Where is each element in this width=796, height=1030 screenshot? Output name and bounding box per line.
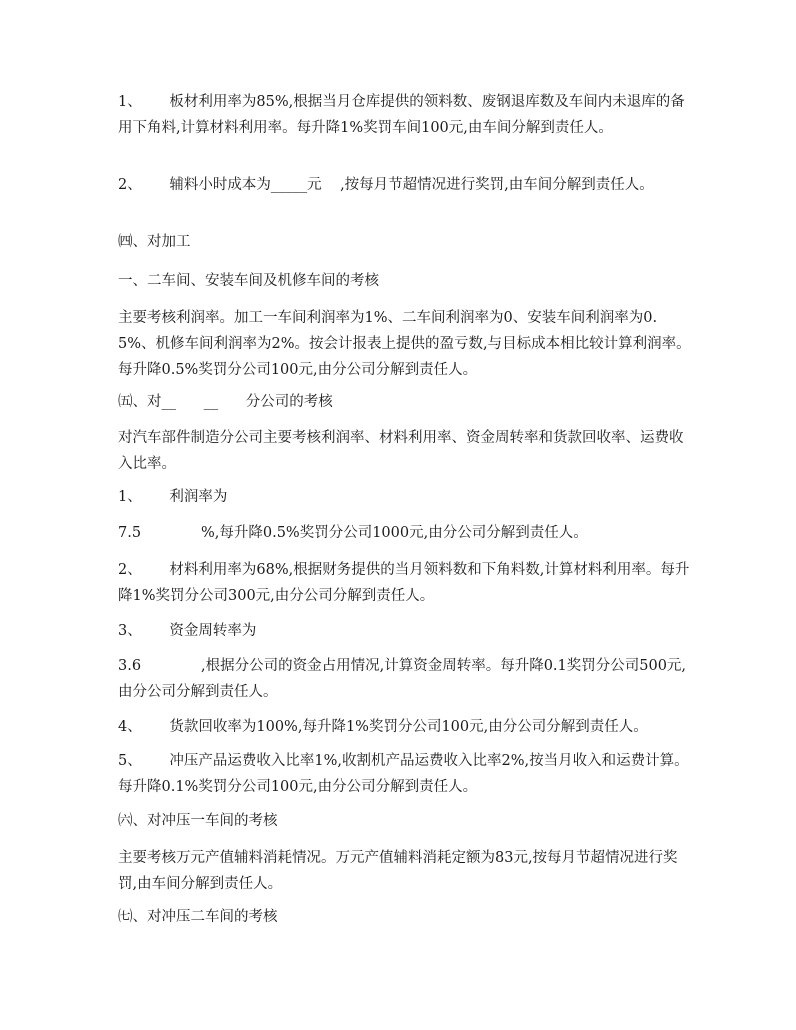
paragraph-1: 1、 板材利用率为85%,根据当月仓库提供的领料数、废钢退库数及车间内未退库的备用下角料,计算材料利用率。每升降1%奖罚车间100元,由车间分解到责任人。 bbox=[118, 94, 685, 136]
section-heading-6: ㈥、对冲压一车间的考核 bbox=[118, 813, 278, 829]
paragraph-9: 3、 资金周转率为 bbox=[118, 623, 257, 639]
section-heading-5: ㈤、对__ __ 分公司的考核 bbox=[118, 394, 333, 410]
paragraph-2: 2、 辅料小时成本为_____元 ,按每月节超情况进行奖罚,由车间分解到责任人。 bbox=[118, 177, 654, 193]
paragraph-7: 7.5 %,每升降0.5%奖罚分公司1000元,由分公司分解到责任人。 bbox=[118, 525, 588, 541]
paragraph-13: 主要考核万元产值辅料消耗情况。万元产值辅料消耗定额为83元,按每月节超情况进行奖罚,由车间分解到责任人。 bbox=[118, 850, 678, 892]
paragraph-6: 1、 利润率为 bbox=[118, 489, 228, 505]
paragraph-3: 一、二车间、安装车间及机修车间的考核 bbox=[118, 273, 379, 289]
paragraph-11: 4、 货款回收率为100%,每升降1%奖罚分公司100元,由分公司分解到责任人。 bbox=[118, 719, 648, 735]
paragraph-8: 2、 材料利用率为68%,根据财务提供的当月领料数和下角料数,计算材料利用率。每升降1%奖罚分公司300元,由分公司分解到责任人。 bbox=[118, 562, 690, 604]
paragraph-4: 主要考核利润率。加工一车间利润率为1%、二车间利润率为0、安装车间利润率为0.5%、机修车间利润率为2%。按会计报表上提供的盈亏数,与目标成本相比较计算利润率。每升降0.5%奖罚分公司100元,由分公司分解到责任人。 bbox=[118, 310, 691, 378]
paragraph-12: 5、 冲压产品运费收入比率1%,收割机产品运费收入比率2%,按当月收入和运费计算。每升降0.1%奖罚分公司100元,由分公司分解到责任人。 bbox=[118, 753, 689, 795]
section-heading-4: ㈣、对加工 bbox=[118, 234, 191, 250]
paragraph-5: 对汽车部件制造分公司主要考核利润率、材料利用率、资金周转率和货款回收率、运费收入比率。 bbox=[118, 430, 684, 472]
paragraph-10: 3.6 ,根据分公司的资金占用情况,计算资金周转率。每升降0.1奖罚分公司500元,由分公司分解到责任人。 bbox=[118, 658, 687, 700]
section-heading-7: ㈦、对冲压二车间的考核 bbox=[118, 909, 278, 925]
